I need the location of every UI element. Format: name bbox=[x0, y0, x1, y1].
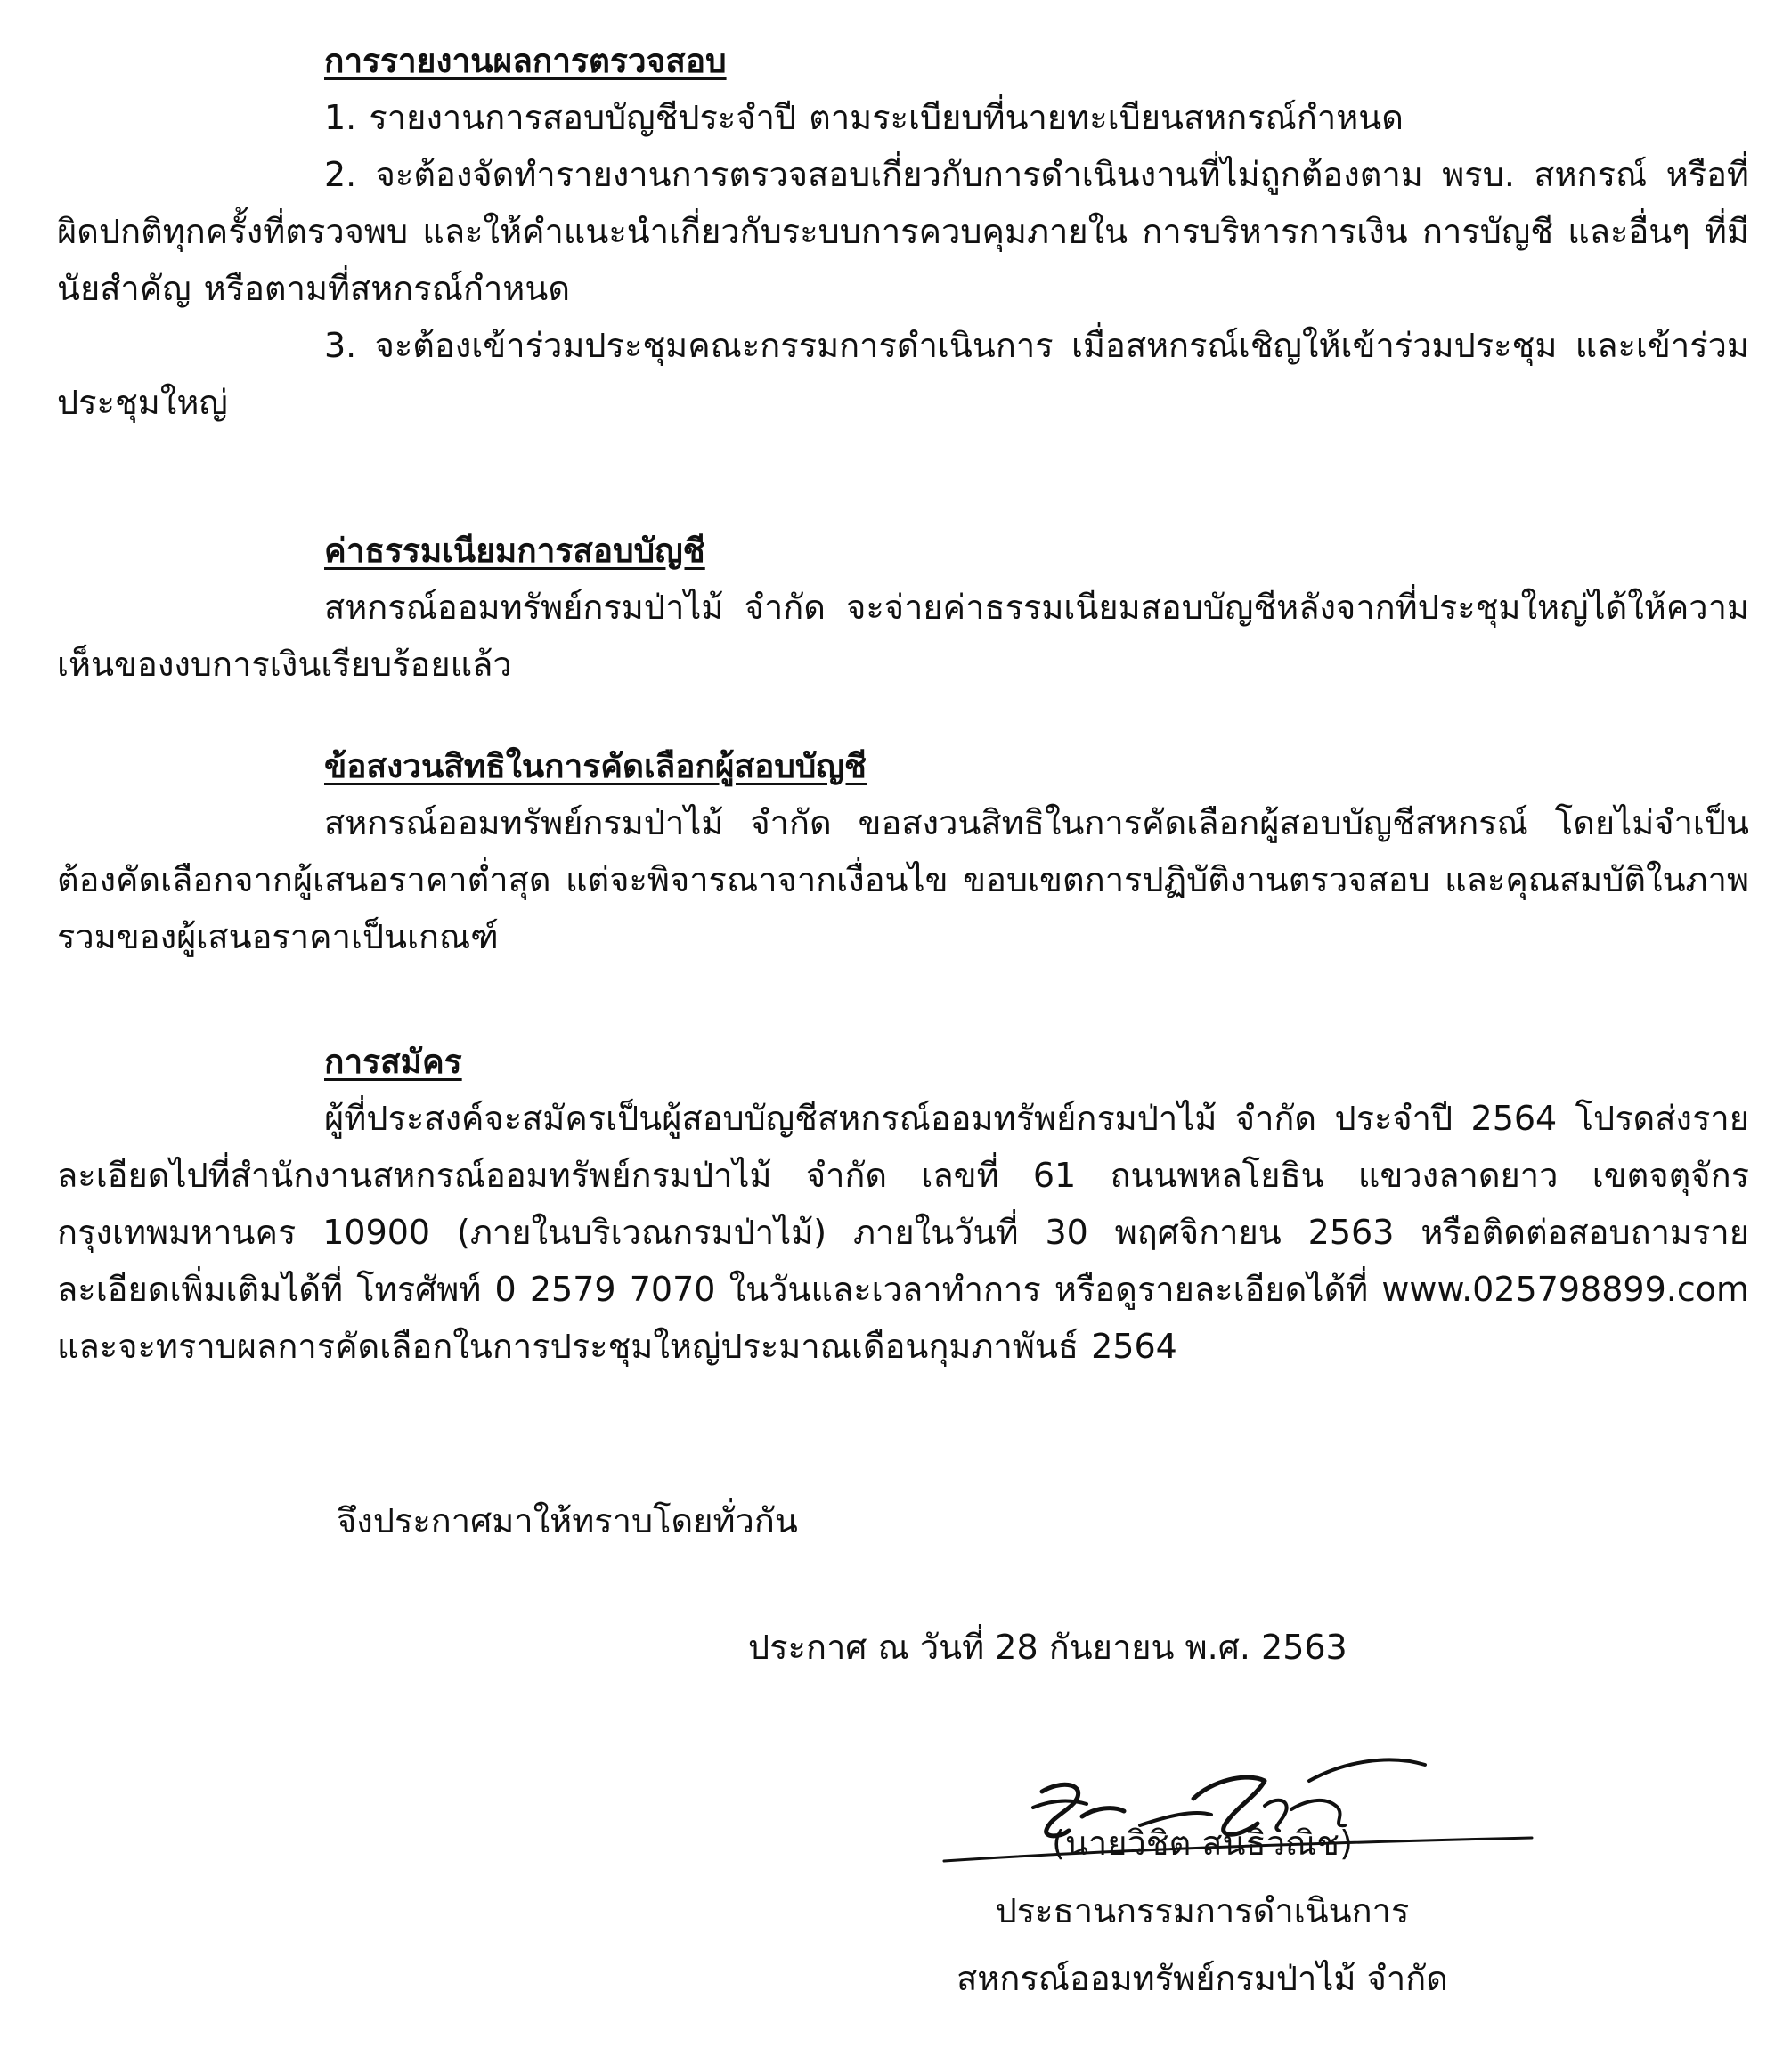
closing-text: จึงประกาศมาให้ทราบโดยทั่วกัน bbox=[337, 1501, 798, 1540]
signatory-name: (นายวิชิต สนธิวณิช) bbox=[1052, 1824, 1353, 1863]
fee-section bbox=[57, 524, 1749, 693]
report-item-2: 2. จะต้องจัดทำรายงานการตรวจสอบเกี่ยวกับการดำเนินงานที่ไม่ถูกต้องตาม พรบ. สหกรณ์ หรือที่ผิดปกติทุกครั้งที่ตรวจพบ และให้คำแนะนำเกี่ยวกับระบบการควบคุมภายใน การบริหารการเงิน การบัญชี และอื่นๆ ที่มีนัยสำคัญ หรือตามที่สหกรณ์กำหนด bbox=[57, 155, 1749, 308]
announce-date: ประกาศ ณ วันที่ 28 กันยายน พ.ศ. 2563 bbox=[748, 1628, 1347, 1667]
rights-section bbox=[57, 739, 1749, 965]
rights-heading: ข้อสงวนสิทธิในการคัดเลือกผู้สอบบัญชี bbox=[324, 747, 867, 785]
signatory-position: ประธานกรรมการดำเนินการ bbox=[995, 1891, 1410, 1930]
apply-body: ผู้ที่ประสงค์จะสมัครเป็นผู้สอบบัญชีสหกรณ์ออมทรัพย์กรมป่าไม้ จำกัด ประจำปี 2564 โปรดส่งรายละเอียดไปที่สำนักงานสหกรณ์ออมทรัพย์กรมป่าไม้ จำกัด เลขที่ 61 ถนนพหลโยธิน แขวงลาดยาว เขตจตุจักร กรุงเทพมหานคร 10900 (ภายในบริเวณกรมป่าไม้) ภายในวันที่ 30 พฤศจิกายน 2563 หรือติดต่อสอบถามรายละเอียดเพิ่มเติมได้ที่ โทรศัพท์ 0 2579 7070 ในวันและเวลาทำการ หรือดูรายละเอียดได้ที่ www.025798899.com และจะทราบผลการคัดเลือกในการประชุมใหญ่ประมาณเดือนกุมภาพันธ์ 2564 bbox=[57, 1099, 1749, 1366]
report-section bbox=[57, 34, 1749, 431]
report-heading: การรายงานผลการตรวจสอบ bbox=[324, 42, 727, 80]
apply-section bbox=[57, 1035, 1749, 1375]
report-item-3: 3. จะต้องเข้าร่วมประชุมคณะกรรมการดำเนินการ เมื่อสหกรณ์เชิญให้เข้าร่วมประชุม และเข้าร่วมประชุมใหญ่ bbox=[57, 326, 1749, 422]
fee-body: สหกรณ์ออมทรัพย์กรมป่าไม้ จำกัด จะจ่ายค่าธรรมเนียมสอบบัญชีหลังจากที่ประชุมใหญ่ได้ให้ความเห็นของงบการเงินเรียบร้อยแล้ว bbox=[57, 588, 1749, 684]
report-item-1: 1. รายงานการสอบบัญชีประจำปี ตามระเบียบที่นายทะเบียนสหกรณ์กำหนด bbox=[324, 98, 1404, 137]
rights-body: สหกรณ์ออมทรัพย์กรมป่าไม้ จำกัด ขอสงวนสิทธิในการคัดเลือกผู้สอบบัญชีสหกรณ์ โดยไม่จำเป็นต้องคัดเลือกจากผู้เสนอราคาต่ำสุด แต่จะพิจารณาจากเงื่อนไข ขอบเขตการปฏิบัติงานตรวจสอบ และคุณสมบัติในภาพรวมของผู้เสนอราคาเป็นเกณฑ์ bbox=[57, 803, 1749, 956]
fee-heading: ค่าธรรมเนียมการสอบบัญชี bbox=[324, 532, 705, 570]
apply-heading: การสมัคร bbox=[324, 1043, 462, 1081]
signatory-organization: สหกรณ์ออมทรัพย์กรมป่าไม้ จำกัด bbox=[957, 1959, 1448, 1998]
